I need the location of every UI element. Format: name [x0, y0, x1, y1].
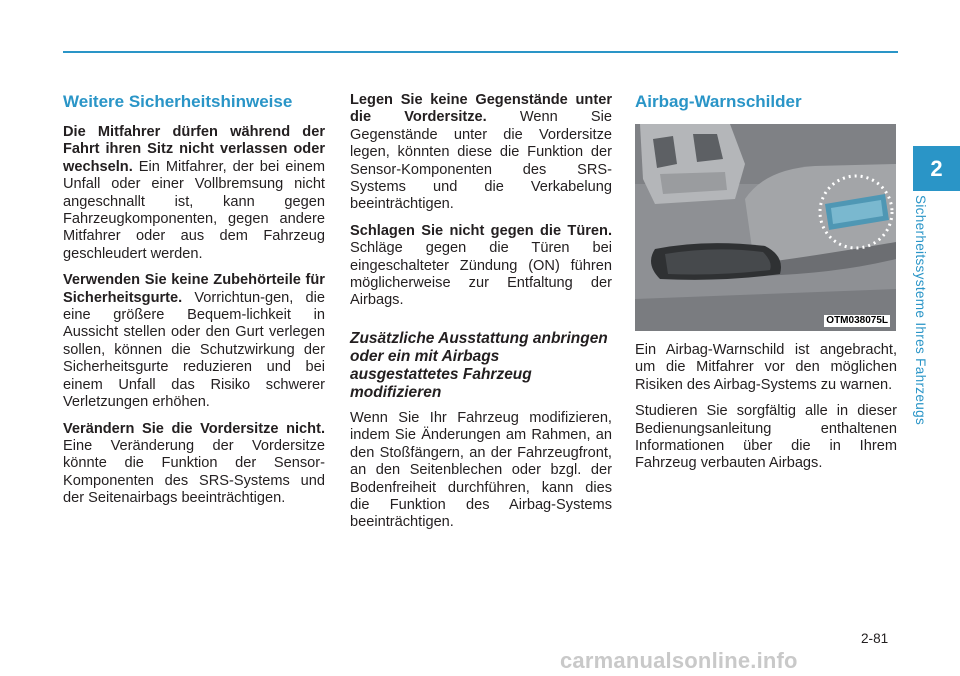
paragraph	[63, 124, 325, 263]
paragraph	[63, 421, 325, 508]
paragraph-body: Ein Mitfahrer, der bei einem Unfall oder einer Vollbremsung nicht angeschnallt ist, kann gegen Fahrzeugkomponenten, gegen andere Mitfahrer oder aus dem Fahrzeug geschleudert werden.	[63, 158, 325, 262]
paragraph	[635, 403, 897, 473]
paragraph-lead: Die Mitfahrer dürfen während der Fahrt ihren Sitz nicht verlassen oder wechseln.	[63, 124, 325, 175]
paragraph-body: Ein Airbag-Warnschild ist angebracht, um die Mitfahrer vor den möglichen Risiken des Airbag-Systems zu warnen.	[635, 342, 897, 393]
paragraph-body: Schläge gegen die Türen bei eingeschalteter Zündung (ON) führen möglicherweise zur Entfaltung der Airbags.	[350, 240, 612, 309]
paragraph	[350, 410, 612, 532]
sun-visor-illustration	[635, 124, 896, 331]
header-rule	[63, 51, 898, 53]
paragraph-lead: Legen Sie keine Gegenstände unter die Vordersitze.	[350, 92, 612, 126]
section-heading-safety: Weitere Sicherheitshinweise	[63, 92, 293, 111]
column-left	[63, 92, 325, 517]
chapter-title: Sicherheitssysteme Ihres Fahrzeugs	[913, 195, 928, 426]
subheading-modification: Zusätzliche Ausstattung anbringen oder ein mit Airbags ausgestattetes Fahrzeug modifizieren	[350, 329, 608, 401]
image-reference-code: OTM038075L	[826, 315, 888, 326]
section-heading-airbag-labels: Airbag-Warnschilder	[635, 92, 802, 111]
airbag-label-photo	[635, 124, 896, 331]
paragraph-body: Wenn Sie Ihr Fahrzeug modifizieren, indem Sie Änderungen am Rahmen, an den Stoßfängern, an der Fahrzeugfront, an den Seitenblechen oder bzgl. der Bodenfreiheit durchführen, kann dies die Funktion des Airbag-Systems beeinträchtigen.	[350, 409, 612, 531]
paragraph-lead: Verändern Sie die Vordersitze nicht.	[63, 420, 325, 437]
paragraph-body: Studieren Sie sorgfältig alle in dieser Bedienungsanleitung enthaltenen Informationen über die in Ihrem Fahrzeug verbauten Airbags.	[635, 403, 897, 472]
paragraph-body: Eine Veränderung der Vordersitze könnte die Funktion der Sensor- Komponenten des SRS-Systems und der Seitenairbags beeinträchtigen.	[63, 437, 325, 507]
paragraph-body: Wenn Sie Gegenstände unter die Vordersitze legen, könnten diese die Funktion der Sensor-Komponenten des SRS-Systems und die Verkabelung beeinträchtigen.	[350, 109, 613, 213]
paragraph	[63, 272, 325, 411]
paragraph-lead: Schlagen Sie nicht gegen die Türen.	[350, 222, 612, 239]
paragraph-body: Vorrichtun-gen, die eine größere Bequem-lichkeit in Aussicht stellen oder den Gurt verlegen sollen, können die Schutzwirkung der Sicherheitsgurte reduzieren und bei einem Unfall das Risiko schwerer Verletzungen erhöhen.	[63, 289, 325, 411]
paragraph-lead: Verwenden Sie keine Zubehörteile für Sicherheitsgurte.	[63, 272, 325, 306]
column-right	[635, 92, 897, 482]
paragraph	[350, 92, 612, 214]
page-number: 2-81	[861, 631, 889, 646]
column-middle	[350, 92, 612, 541]
chapter-tab: 2	[913, 146, 960, 191]
paragraph	[635, 342, 897, 394]
watermark: carmanualsonline.info	[560, 648, 798, 673]
paragraph	[350, 223, 612, 310]
